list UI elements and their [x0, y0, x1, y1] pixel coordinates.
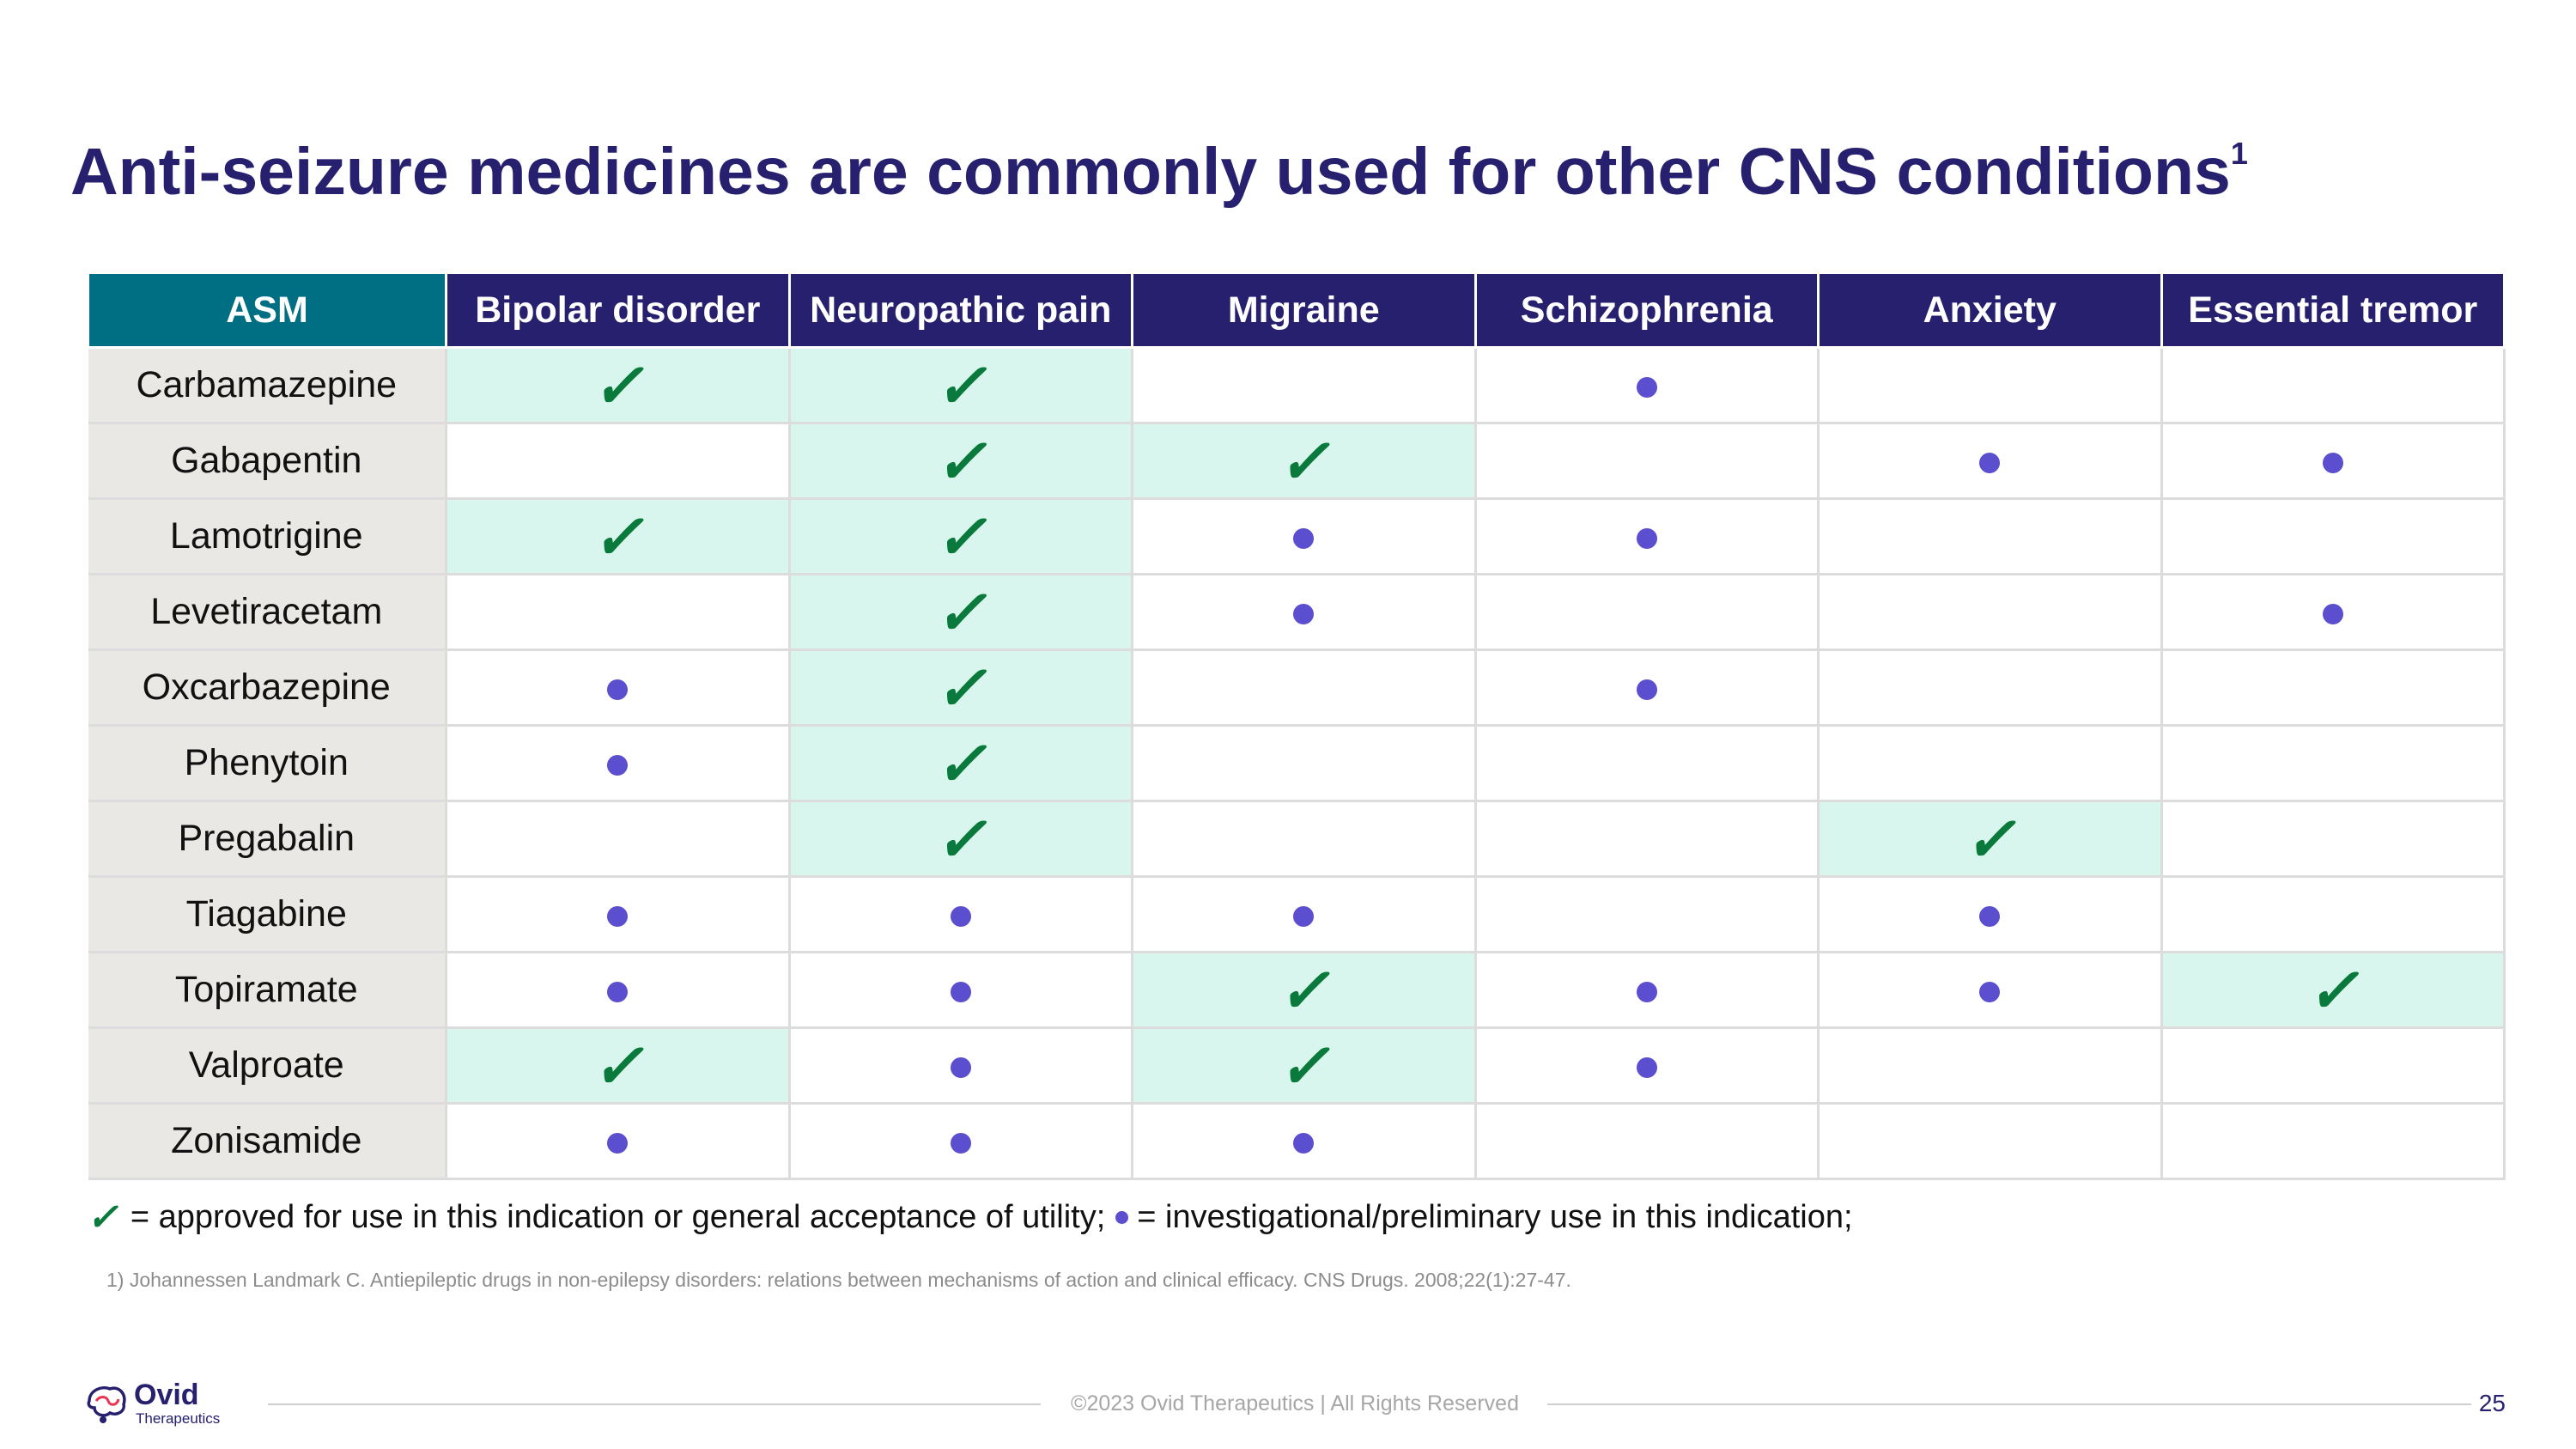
dot-icon — [1979, 906, 2000, 927]
dot-icon — [1637, 679, 1657, 700]
column-header-schizophrenia: Schizophrenia — [1475, 273, 1819, 348]
check-mark-icon: ✓ — [87, 1196, 118, 1239]
indication-cell — [1133, 953, 1476, 1028]
indication-cell — [1475, 348, 1819, 423]
indication-cell — [1133, 499, 1476, 575]
indication-cell — [2161, 348, 2505, 423]
indication-cell — [1819, 726, 2162, 801]
indication-cell — [1133, 1028, 1476, 1104]
indication-cell — [447, 877, 790, 953]
drug-name-cell: Oxcarbazepine — [88, 650, 447, 726]
table-body — [88, 348, 2505, 1179]
indication-cell — [1133, 650, 1476, 726]
indication-cell — [447, 1028, 790, 1104]
dot-icon — [607, 755, 628, 776]
drug-name-cell: Topiramate — [88, 953, 447, 1028]
table-row — [88, 348, 2505, 423]
indication-cell — [447, 348, 790, 423]
dot-icon — [951, 906, 971, 927]
indication-cell — [447, 953, 790, 1028]
drug-name-cell: Levetiracetam — [88, 575, 447, 650]
indication-cell — [789, 1028, 1133, 1104]
indication-cell — [1133, 575, 1476, 650]
dot-icon — [607, 982, 628, 1002]
indication-cell — [789, 1104, 1133, 1179]
drug-name-cell: Phenytoin — [88, 726, 447, 801]
copyright-text: ©2023 Ovid Therapeutics | All Rights Reserved — [1071, 1391, 1519, 1416]
footer-divider-left — [268, 1403, 1041, 1405]
table-row — [88, 423, 2505, 499]
check-mark-icon: ✓ — [1278, 423, 1330, 497]
dot-icon — [951, 1057, 971, 1078]
dot-icon — [607, 1133, 628, 1154]
indication-cell — [1819, 1104, 2162, 1179]
indication-cell — [447, 801, 790, 877]
indication-cell — [1475, 650, 1819, 726]
indication-cell — [447, 1104, 790, 1179]
indication-cell — [1475, 499, 1819, 575]
indication-cell — [447, 650, 790, 726]
indication-cell — [2161, 423, 2505, 499]
indication-cell — [1819, 953, 2162, 1028]
legend-approved-text: = approved for use in this indication or general acceptance of utility; — [130, 1199, 1106, 1235]
indication-cell — [789, 726, 1133, 801]
logo-subtext: Therapeutics — [136, 1410, 221, 1427]
slide-title — [70, 136, 2248, 209]
indication-cell — [447, 726, 790, 801]
indication-cell — [1819, 877, 2162, 953]
indication-cell — [447, 499, 790, 575]
dot-icon — [1979, 982, 2000, 1002]
indication-cell — [2161, 499, 2505, 575]
dot-icon — [607, 679, 628, 700]
indication-cell — [2161, 877, 2505, 953]
dot-icon — [1637, 377, 1657, 398]
indication-cell — [1133, 1104, 1476, 1179]
dot-icon — [1293, 528, 1314, 549]
indication-cell — [1133, 801, 1476, 877]
indication-cell — [789, 877, 1133, 953]
check-mark-icon: ✓ — [592, 1028, 644, 1102]
indication-cell — [1819, 499, 2162, 575]
legend — [87, 1196, 1853, 1239]
dot-icon — [1979, 453, 2000, 473]
check-mark-icon: ✓ — [592, 499, 644, 573]
dot-icon — [2323, 453, 2343, 473]
dot-icon — [1115, 1211, 1128, 1224]
column-header-neuropathic-pain: Neuropathic pain — [789, 273, 1133, 348]
column-header-anxiety: Anxiety — [1819, 273, 2162, 348]
table-row — [88, 1028, 2505, 1104]
indication-cell — [1133, 877, 1476, 953]
dot-icon — [2323, 604, 2343, 624]
check-mark-icon: ✓ — [934, 348, 987, 422]
indication-cell — [2161, 650, 2505, 726]
check-mark-icon: ✓ — [934, 650, 987, 724]
indication-cell — [447, 423, 790, 499]
indication-cell — [2161, 1028, 2505, 1104]
indication-cell — [1475, 423, 1819, 499]
check-mark-icon: ✓ — [934, 801, 987, 875]
title-footnote-marker: 1 — [2230, 136, 2248, 172]
indication-cell — [1819, 801, 2162, 877]
indication-cell — [789, 575, 1133, 650]
check-mark-icon: ✓ — [2306, 953, 2359, 1026]
indication-cell — [447, 575, 790, 650]
dot-icon — [607, 906, 628, 927]
table-header-row — [88, 273, 2505, 348]
column-header-bipolar-disorder: Bipolar disorder — [447, 273, 790, 348]
drug-name-cell: Tiagabine — [88, 877, 447, 953]
indication-cell — [1819, 348, 2162, 423]
indication-cell — [789, 423, 1133, 499]
drug-name-cell: Lamotrigine — [88, 499, 447, 575]
indication-cell — [789, 499, 1133, 575]
dot-icon — [1637, 982, 1657, 1002]
indication-cell — [2161, 726, 2505, 801]
drug-name-cell: Pregabalin — [88, 801, 447, 877]
logo-word: Ovid — [134, 1379, 199, 1411]
indication-cell — [789, 953, 1133, 1028]
indication-cell — [789, 650, 1133, 726]
indication-cell — [789, 801, 1133, 877]
indication-cell — [1133, 348, 1476, 423]
check-mark-icon: ✓ — [1278, 1028, 1330, 1102]
column-header-asm: ASM — [88, 273, 447, 348]
company-logo — [82, 1380, 220, 1428]
dot-icon — [1293, 1133, 1314, 1154]
page-number: 25 — [2478, 1390, 2506, 1416]
brain-logo-icon — [82, 1380, 131, 1428]
indication-cell — [2161, 953, 2505, 1028]
indication-cell — [1819, 1028, 2162, 1104]
check-mark-icon: ✓ — [592, 348, 644, 422]
check-mark-icon: ✓ — [934, 423, 987, 497]
check-mark-icon: ✓ — [1278, 953, 1330, 1026]
dot-icon — [951, 1133, 971, 1154]
check-mark-icon: ✓ — [934, 726, 987, 800]
indication-cell — [1475, 726, 1819, 801]
slide-title-text: Anti-seizure medicines are commonly used for other CNS conditions — [70, 135, 2231, 209]
indication-cell — [1819, 650, 2162, 726]
indication-cell — [1133, 423, 1476, 499]
table-row — [88, 801, 2505, 877]
indication-cell — [1475, 575, 1819, 650]
table-row — [88, 575, 2505, 650]
dot-icon — [1293, 604, 1314, 624]
drug-name-cell: Gabapentin — [88, 423, 447, 499]
dot-icon — [1293, 906, 1314, 927]
indication-cell — [1819, 575, 2162, 650]
footer-divider-right — [1547, 1403, 2471, 1405]
dot-icon — [1637, 1057, 1657, 1078]
asm-indication-table — [87, 271, 2506, 1180]
table-row — [88, 726, 2505, 801]
table-row — [88, 953, 2505, 1028]
table-row — [88, 650, 2505, 726]
dot-icon — [1637, 528, 1657, 549]
legend-investigational-text: = investigational/preliminary use in this indication; — [1137, 1199, 1853, 1235]
indication-cell — [789, 348, 1133, 423]
indication-cell — [2161, 1104, 2505, 1179]
indication-cell — [1475, 801, 1819, 877]
indication-cell — [1475, 877, 1819, 953]
column-header-essential-tremor: Essential tremor — [2161, 273, 2505, 348]
table-row — [88, 877, 2505, 953]
indication-cell — [2161, 575, 2505, 650]
table-row — [88, 1104, 2505, 1179]
drug-name-cell: Carbamazepine — [88, 348, 447, 423]
reference-footnote: 1) Johannessen Landmark C. Antiepileptic drugs in non-epilepsy disorders: relations between mechanisms of action and clinical efficacy. CNS Drugs. 2008;22(1):27-47. — [106, 1269, 1571, 1291]
indication-cell — [1133, 726, 1476, 801]
check-mark-icon: ✓ — [934, 575, 987, 648]
indication-cell — [2161, 801, 2505, 877]
indication-cell — [1475, 1104, 1819, 1179]
check-mark-icon: ✓ — [934, 499, 987, 573]
dot-icon — [951, 982, 971, 1002]
check-mark-icon: ✓ — [1964, 801, 2016, 875]
column-header-migraine: Migraine — [1133, 273, 1476, 348]
indication-cell — [1475, 953, 1819, 1028]
drug-name-cell: Zonisamide — [88, 1104, 447, 1179]
indication-cell — [1475, 1028, 1819, 1104]
table-row — [88, 499, 2505, 575]
drug-name-cell: Valproate — [88, 1028, 447, 1104]
indication-cell — [1819, 423, 2162, 499]
